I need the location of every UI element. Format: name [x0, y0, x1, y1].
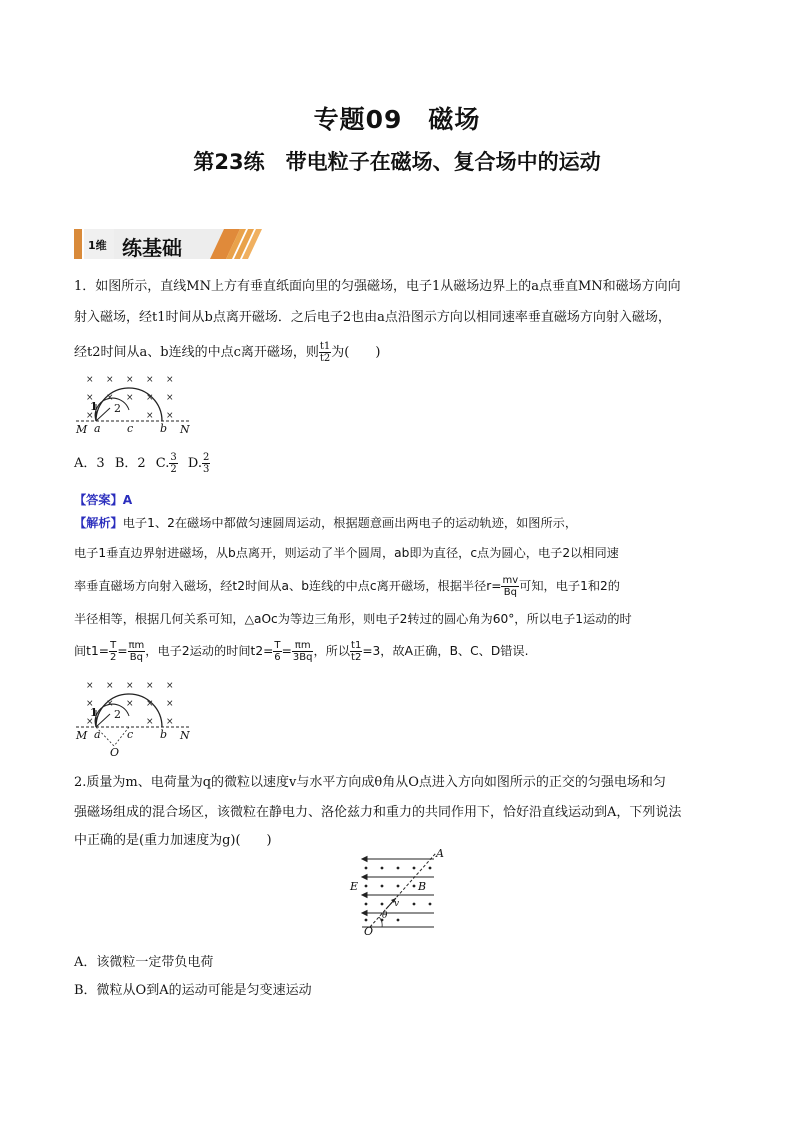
ratio-frac-den: t2 [351, 652, 362, 663]
svg-text:×: × [126, 699, 134, 709]
t1-frac1-num: T [110, 640, 117, 651]
fig2-label-O: O [364, 925, 374, 938]
analysis-l1: 电子1、2在磁场中都做匀速圆周运动，根据题意画出两电子的运动轨迹，如图所示， [122, 516, 578, 530]
t2-frac2 [292, 640, 314, 663]
t1-frac2-den: Bq [129, 652, 144, 663]
figure-1b-diagram [72, 676, 202, 764]
fig1b-label-M: M [76, 729, 88, 742]
svg-text:×: × [86, 717, 94, 727]
svg-text:×: × [166, 393, 174, 403]
t2-frac2-den: 3Bq [292, 652, 313, 663]
q1-line2: 射入磁场，经t1时间从b点离开磁场．之后电子2也由a点沿图示方向以相同速率垂直磁场方向射入磁场， [74, 310, 671, 325]
q1-line3-end: 为( ) [331, 345, 381, 360]
q2-line3: 中正确的是(重力加速度为g)( ) [74, 833, 272, 848]
q1-ratio [319, 341, 331, 364]
analysis-l3a: 率垂直磁场方向射入磁场，经t2时间从a、b连线的中点c离开磁场，根据半径r= [74, 579, 502, 593]
q1-option-a: A．3 [74, 456, 105, 471]
fig1-label-1: 1 [90, 400, 98, 413]
answer-label: 【答案】A [74, 493, 133, 507]
q2-line1: 2.质量为m、电荷量为q的微粒以速度v与水平方向成θ角从O点进入方向如图所示的正交的匀强电场和匀 [74, 775, 666, 790]
q1-ratio-num: t1 [319, 341, 331, 352]
q1-option-b: B．2 [114, 456, 146, 471]
q1-line3 [74, 341, 380, 364]
radius-formula-den: Bq [503, 587, 517, 598]
fig1b-label-1: 1 [90, 706, 98, 719]
ratio-frac-num: t1 [351, 640, 362, 651]
analysis-l5a: 间t1= [74, 644, 109, 658]
svg-text:×: × [86, 393, 94, 403]
fig2-label-v: v [394, 899, 400, 909]
svg-text:×: × [126, 393, 134, 403]
svg-text:×: × [166, 411, 174, 421]
page-title: 专题09 磁场 [313, 105, 481, 134]
q1-option-c-frac [169, 452, 177, 475]
svg-text:×: × [166, 375, 174, 385]
svg-text:×: × [146, 681, 154, 691]
analysis-l5b: ，电子2运动的时间t2= [145, 644, 274, 658]
q1-option-c: C. [155, 456, 170, 471]
fig2-label-theta: θ [382, 911, 388, 921]
analysis-l5d: =3，故A正确，B、C、D错误. [362, 644, 529, 658]
q1-option-d-num: 2 [203, 452, 210, 463]
fig2-label-B: B [418, 880, 427, 893]
q2-option-b: B．微粒从O到A的运动可能是匀变速运动 [74, 983, 312, 998]
q1-line3-text: 经t2时间从a、b连线的中点c离开磁场，则 [74, 345, 319, 360]
fig1b-label-a: a [94, 728, 101, 741]
analysis-l3b: 可知，电子1和2的 [519, 579, 620, 593]
t1-frac1-den: 2 [109, 652, 117, 663]
section-label: 练基础 [122, 236, 182, 260]
fig1b-label-N: N [180, 729, 190, 742]
svg-text:×: × [146, 411, 154, 421]
svg-text:×: × [146, 393, 154, 403]
fig1b-label-c: c [127, 728, 134, 741]
analysis-line2: 电子1垂直边界射进磁场，从b点离开，则运动了半个圆周，ab即为直径，c点为圆心，电子2以相同速 [74, 546, 619, 560]
q1-option-c-den: 2 [170, 464, 177, 475]
q1-line1: 1．如图所示，直线MN上方有垂直纸面向里的匀强磁场，电子1从磁场边界上的a点垂直MN和磁场方向向 [74, 279, 681, 294]
figure-1 [72, 370, 202, 444]
t2-frac1 [273, 640, 281, 663]
analysis-l5c: ，所以 [313, 644, 351, 658]
q1-option-d-den: 3 [203, 464, 210, 475]
section-banner [74, 226, 264, 262]
analysis-line1 [74, 514, 577, 531]
fig1b-label-b: b [160, 728, 168, 741]
fig1-label-a: a [94, 422, 101, 435]
figure-1b [72, 676, 202, 768]
analysis-l5-eq2: = [281, 644, 292, 658]
t2-frac2-num: πm [292, 640, 314, 652]
t2-frac1-num: T [274, 640, 281, 651]
fig1-label-M: M [76, 423, 88, 436]
fig1-label-N: N [180, 423, 190, 436]
q1-option-d-frac [202, 452, 210, 475]
svg-text:×: × [86, 681, 94, 691]
fig1b-label-O: O [110, 746, 120, 759]
analysis-l5-eq: = [117, 644, 128, 658]
svg-text:×: × [126, 375, 134, 385]
fig2-label-A: A [436, 847, 444, 860]
q2-option-a: A．该微粒一定带负电荷 [74, 955, 214, 970]
svg-text:×: × [166, 699, 174, 709]
radius-formula [501, 575, 519, 598]
svg-text:×: × [106, 375, 114, 385]
q1-options [74, 452, 210, 475]
svg-text:×: × [106, 681, 114, 691]
svg-text:×: × [86, 411, 94, 421]
svg-text:×: × [106, 393, 114, 403]
q1-option-c-num: 3 [170, 452, 177, 463]
svg-text:×: × [166, 717, 174, 727]
svg-text:×: × [146, 699, 154, 709]
analysis-label: 【解析】 [74, 516, 123, 530]
fig1-label-c: c [127, 422, 134, 435]
figure-2 [348, 847, 448, 943]
page-subtitle: 第23练 带电粒子在磁场、复合场中的运动 [193, 150, 601, 174]
analysis-line3 [74, 575, 620, 598]
fig1-label-b: b [160, 422, 168, 435]
section-badge: 1维 [88, 239, 107, 252]
q2-line2: 强磁场组成的混合场区，该微粒在静电力、洛伦兹力和重力的共同作用下，恰好沿直线运动到A，下列说法 [74, 805, 682, 820]
svg-text:×: × [126, 681, 134, 691]
svg-text:×: × [106, 699, 114, 709]
radius-formula-num: mv [502, 575, 519, 586]
analysis-line4: 半径相等，根据几何关系可知，△aOc为等边三角形，则电子2转过的圆心角为60°，所以电子1运动的时 [74, 612, 632, 626]
t1-frac2-num: πm [128, 640, 145, 651]
ratio-frac [350, 640, 362, 663]
fig2-label-E: E [350, 880, 359, 893]
t1-frac2 [128, 640, 146, 663]
analysis-line5 [74, 640, 528, 663]
fig1b-label-2: 2 [114, 708, 121, 721]
svg-text:×: × [146, 717, 154, 727]
fig1-label-2: 2 [114, 402, 121, 415]
svg-text:×: × [86, 699, 94, 709]
svg-text:×: × [146, 375, 154, 385]
svg-text:×: × [166, 681, 174, 691]
t2-frac1-den: 6 [274, 652, 281, 663]
figure-2-diagram [348, 847, 448, 939]
q1-option-d: D. [187, 456, 203, 471]
svg-text:×: × [86, 375, 94, 385]
q1-ratio-den: t2 [319, 353, 331, 364]
